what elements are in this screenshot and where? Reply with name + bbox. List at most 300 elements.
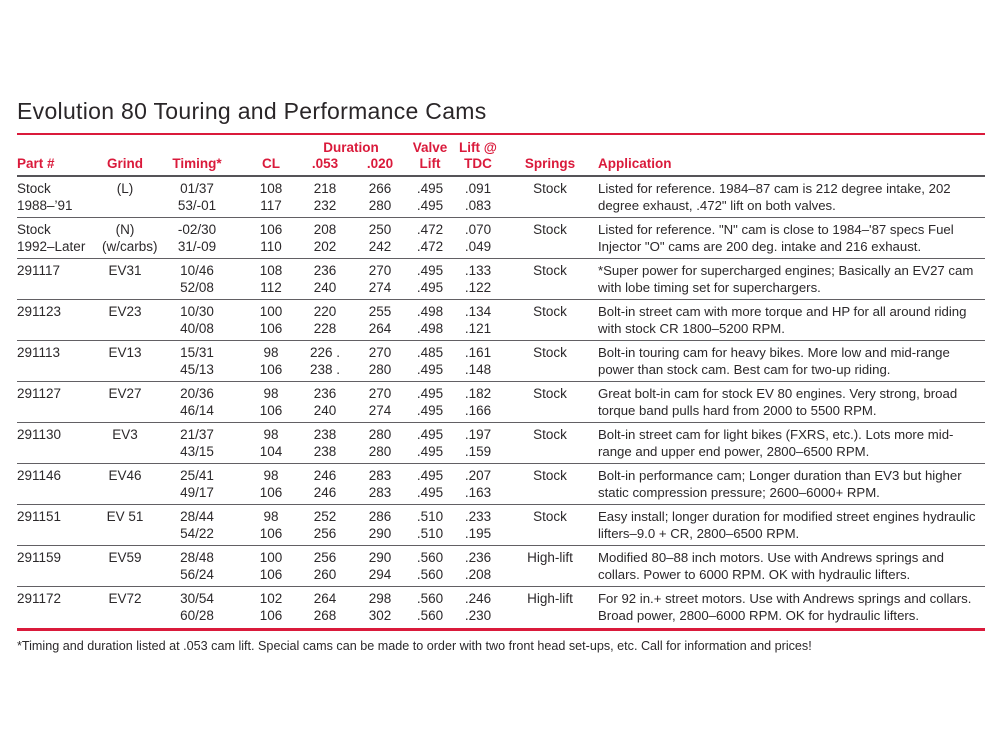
cell-line: Stock <box>533 304 567 319</box>
cell-timing <box>148 426 246 460</box>
cell-part <box>17 385 102 419</box>
cell-line: 280 <box>368 427 392 442</box>
cell-line: .133 <box>464 263 492 278</box>
cell-line: .472 <box>416 222 444 237</box>
page-title: Evolution 80 Touring and Performance Cams <box>17 98 487 124</box>
cell-springs <box>502 262 598 296</box>
cell-line: 280 <box>368 198 392 213</box>
cell-line: 291117 <box>17 263 61 278</box>
cell-line: 236 <box>313 386 337 401</box>
cell-line: 28/44 <box>180 509 214 524</box>
cell-cl <box>246 385 296 419</box>
cell-tdc <box>454 590 502 624</box>
cell-valve <box>406 549 454 583</box>
cell-part <box>17 180 102 214</box>
cell-line: .495 <box>416 485 444 500</box>
cell-springs <box>502 344 598 378</box>
cell-line: 283 <box>368 468 392 483</box>
cell-line: .560 <box>416 608 444 623</box>
cell-d020 <box>354 590 406 624</box>
cell-line: 298 <box>368 591 392 606</box>
cell-line: .495 <box>416 468 444 483</box>
cell-line: 98 <box>263 509 279 524</box>
cell-line: EV23 <box>108 304 142 319</box>
cell-line: 49/17 <box>180 485 214 500</box>
cell-valve <box>406 590 454 624</box>
cell-line: 53/-01 <box>177 198 217 213</box>
table-row <box>17 464 985 505</box>
cell-line: 260 <box>313 567 337 582</box>
cell-line: .498 <box>416 304 444 319</box>
table-row <box>17 259 985 300</box>
cell-d053 <box>296 426 354 460</box>
cell-timing <box>148 344 246 378</box>
cell-line: 246 <box>313 468 337 483</box>
cell-d053 <box>296 221 354 255</box>
cell-line: 108 <box>259 181 283 196</box>
cell-tdc <box>454 180 502 214</box>
cell-line: 291127 <box>17 386 62 401</box>
cell-line: .230 <box>464 608 492 623</box>
cell-line: 240 <box>313 280 337 295</box>
cell-line: (w/carbs) <box>102 239 158 254</box>
cell-line: EV72 <box>108 591 142 606</box>
cell-line: .560 <box>416 591 444 606</box>
cell-line: .495 <box>416 444 444 459</box>
cell-line: .161 <box>464 345 492 360</box>
cell-line: Stock <box>533 427 567 442</box>
cell-application: Great bolt-in cam for stock EV 80 engines. Very strong, broad torque band pulls hard from 2000 to 5500 RPM. <box>598 386 958 418</box>
cell-timing <box>148 508 246 542</box>
cell-part <box>17 303 102 337</box>
cell-valve <box>406 221 454 255</box>
cell-line: 220 <box>313 304 337 319</box>
cell-line: .495 <box>416 362 444 377</box>
cell-line: 291159 <box>17 550 62 565</box>
cell-d020 <box>354 508 406 542</box>
cell-tdc <box>454 221 502 255</box>
cell-line: EV13 <box>108 345 142 360</box>
cell-d053 <box>296 549 354 583</box>
cell-valve <box>406 180 454 214</box>
cell-line: (N) <box>115 222 135 237</box>
cell-line: .495 <box>416 198 444 213</box>
cell-line: .182 <box>464 386 492 401</box>
cell-grind <box>102 426 148 460</box>
cell-line: 28/48 <box>180 550 214 565</box>
cell-line: 252 <box>313 509 337 524</box>
col-header-dur-020: .020 <box>366 156 394 171</box>
cell-line: .560 <box>416 550 444 565</box>
cell-tdc <box>454 508 502 542</box>
table-row <box>17 505 985 546</box>
table-row <box>17 177 985 218</box>
cell-springs <box>502 221 598 255</box>
table-row <box>17 341 985 382</box>
cell-line: 106 <box>259 567 283 582</box>
cell-line: 274 <box>368 403 392 418</box>
cell-line: 268 <box>313 608 337 623</box>
cell-cl <box>246 180 296 214</box>
cell-part <box>17 221 102 255</box>
cell-d020 <box>354 549 406 583</box>
cell-line: .510 <box>416 526 444 541</box>
cell-springs <box>502 385 598 419</box>
cell-line: 208 <box>313 222 337 237</box>
cell-line: 280 <box>368 362 392 377</box>
page-content <box>17 97 985 654</box>
cell-line: .560 <box>416 567 444 582</box>
cell-cl <box>246 221 296 255</box>
cell-line: Stock <box>533 468 567 483</box>
cell-application: Bolt-in touring cam for heavy bikes. More low and mid-range power than stock cam. Best cam for two-up riding. <box>598 345 950 377</box>
cell-line: 240 <box>313 403 337 418</box>
cell-line: 110 <box>260 239 282 254</box>
cell-line: 302 <box>368 608 392 623</box>
cell-line: .485 <box>416 345 444 360</box>
cell-timing <box>148 262 246 296</box>
cell-line: 100 <box>259 550 283 565</box>
cell-valve <box>406 262 454 296</box>
cell-line: 1988–’91 <box>17 198 73 213</box>
cell-line: .083 <box>464 198 492 213</box>
cell-application: Listed for reference. 1984–87 cam is 212 degree intake, 202 degree exhaust, .472" lift on both valves. <box>598 181 951 213</box>
cell-application: For 92 in.+ street motors. Use with Andrews springs and collars. Broad power, 2800–6000 RPM. OK for hydraulic lifters. <box>598 591 972 623</box>
cell-tdc <box>454 426 502 460</box>
col-header-dur-053: .053 <box>311 156 339 171</box>
cell-cl <box>246 467 296 501</box>
cell-valve <box>406 467 454 501</box>
cell-line: High-lift <box>527 550 573 565</box>
cell-application: Bolt-in street cam with more torque and HP for all around riding with stock CR 1800–5200 RPM. <box>598 304 967 336</box>
cell-d020 <box>354 262 406 296</box>
cell-d053 <box>296 467 354 501</box>
cell-valve <box>406 385 454 419</box>
cell-line: 291113 <box>17 345 61 360</box>
cell-line: 270 <box>368 263 392 278</box>
cell-timing <box>148 385 246 419</box>
cell-line: Stock <box>533 345 567 360</box>
footnote: *Timing and duration listed at .053 cam lift. Special cams can be made to order with two front head set-ups, etc. Call for information and prices! <box>17 639 812 653</box>
cell-valve <box>406 426 454 460</box>
cell-springs <box>502 467 598 501</box>
cell-timing <box>148 549 246 583</box>
table-header-row <box>17 140 985 177</box>
cell-line: 202 <box>313 239 337 254</box>
cell-line: EV59 <box>108 550 142 565</box>
cell-timing <box>148 221 246 255</box>
cell-line: 266 <box>368 181 392 196</box>
cell-grind <box>102 467 148 501</box>
cell-d053 <box>296 180 354 214</box>
cell-line: Stock <box>17 222 51 237</box>
cell-line: 294 <box>368 567 392 582</box>
cell-line: .246 <box>464 591 492 606</box>
cell-line: 102 <box>259 591 283 606</box>
cell-line: 291130 <box>17 427 62 442</box>
cell-line: 218 <box>313 181 337 196</box>
cell-part <box>17 590 102 624</box>
cell-line: 100 <box>259 304 283 319</box>
cell-valve <box>406 303 454 337</box>
cell-line: 106 <box>259 403 283 418</box>
col-header-valve-lift: Lift <box>419 156 441 171</box>
cell-line: .510 <box>416 509 444 524</box>
cell-line: 112 <box>260 280 282 295</box>
cell-tdc <box>454 385 502 419</box>
cell-line: 250 <box>368 222 392 237</box>
cell-line: EV46 <box>108 468 142 483</box>
cell-line: 106 <box>259 362 283 377</box>
cell-line: .148 <box>464 362 492 377</box>
cell-line: 98 <box>263 468 279 483</box>
cell-line: .122 <box>464 280 492 295</box>
cell-valve <box>406 508 454 542</box>
cell-cl <box>246 344 296 378</box>
cell-timing <box>148 590 246 624</box>
cell-line: Stock <box>533 509 567 524</box>
cell-application: Modified 80–88 inch motors. Use with Andrews springs and collars. Power to 6000 RPM. OK with hydraulic lifters. <box>598 550 944 582</box>
cell-line: 236 <box>313 263 337 278</box>
col-header-timing: Timing* <box>172 156 222 171</box>
cell-line: 290 <box>368 526 392 541</box>
cell-timing <box>148 180 246 214</box>
cell-d020 <box>354 221 406 255</box>
cell-grind <box>102 344 148 378</box>
cell-line: 242 <box>368 239 392 254</box>
cell-line: 20/36 <box>180 386 214 401</box>
cell-line: EV3 <box>112 427 138 442</box>
cell-d020 <box>354 344 406 378</box>
cell-line: Stock <box>533 181 567 196</box>
col-header-application: Application <box>598 156 672 171</box>
cell-line: -02/30 <box>177 222 217 237</box>
cell-line: Stock <box>533 222 567 237</box>
cell-line: 10/30 <box>180 304 214 319</box>
cell-part <box>17 344 102 378</box>
cell-line: .236 <box>464 550 492 565</box>
cell-springs <box>502 549 598 583</box>
cell-line: EV 51 <box>106 509 144 524</box>
cell-grind <box>102 508 148 542</box>
table-row <box>17 423 985 464</box>
cell-line: 56/24 <box>180 567 214 582</box>
cell-line: .197 <box>464 427 492 442</box>
cell-line: 10/46 <box>180 263 214 278</box>
cell-line: .159 <box>464 444 492 459</box>
cell-d053 <box>296 508 354 542</box>
cell-line: 286 <box>368 509 392 524</box>
cell-d020 <box>354 303 406 337</box>
col-header-duration: Duration <box>323 140 379 155</box>
cell-line: 291151 <box>17 509 62 524</box>
cell-springs <box>502 180 598 214</box>
cell-line: .233 <box>464 509 492 524</box>
cell-grind <box>102 303 148 337</box>
cell-line: 108 <box>259 263 283 278</box>
cell-line: 255 <box>368 304 392 319</box>
cell-line: 52/08 <box>180 280 214 295</box>
cell-line: 106 <box>259 321 283 336</box>
cell-line: 228 <box>313 321 337 336</box>
cell-line: EV27 <box>108 386 142 401</box>
cell-line: 40/08 <box>180 321 214 336</box>
cell-grind <box>102 180 148 214</box>
cell-d053 <box>296 262 354 296</box>
cell-line: 15/31 <box>180 345 214 360</box>
cell-line: .091 <box>464 181 492 196</box>
cell-line: .049 <box>464 239 492 254</box>
col-header-grind: Grind <box>107 156 143 171</box>
cell-line: 104 <box>259 444 283 459</box>
cell-application: Easy install; longer duration for modified street engines hydraulic lifters–9.0 + CR, 2800–6500 RPM. <box>598 509 976 541</box>
cell-line: .121 <box>464 321 492 336</box>
cell-line: .495 <box>416 386 444 401</box>
cell-line: 280 <box>368 444 392 459</box>
cell-line: 98 <box>263 427 279 442</box>
cell-line: 283 <box>368 485 392 500</box>
table-body <box>17 177 985 627</box>
cell-line: .208 <box>464 567 492 582</box>
cell-line: 106 <box>259 526 283 541</box>
cell-line: .495 <box>416 181 444 196</box>
cell-valve <box>406 344 454 378</box>
cell-line: .495 <box>416 427 444 442</box>
cell-cl <box>246 508 296 542</box>
table-row <box>17 382 985 423</box>
cell-line: 43/15 <box>180 444 214 459</box>
cell-d020 <box>354 180 406 214</box>
col-header-tdc: TDC <box>464 156 492 171</box>
cell-grind <box>102 590 148 624</box>
cell-d053 <box>296 344 354 378</box>
cell-line: Stock <box>533 386 567 401</box>
cell-line: .166 <box>464 403 492 418</box>
cell-application: Listed for reference. "N" cam is close to 1984–'87 specs Fuel Injector "O" cams are 200 deg. intake and 216 exhaust. <box>598 222 954 254</box>
cell-line: 290 <box>368 550 392 565</box>
table-row <box>17 587 985 627</box>
cell-line: .495 <box>416 263 444 278</box>
cell-line: .495 <box>416 403 444 418</box>
cell-line: 264 <box>368 321 392 336</box>
cell-part <box>17 508 102 542</box>
cell-springs <box>502 303 598 337</box>
cell-line: 232 <box>313 198 337 213</box>
col-header-valve: Valve <box>412 140 448 155</box>
cell-line: .472 <box>416 239 444 254</box>
cell-cl <box>246 590 296 624</box>
cell-tdc <box>454 303 502 337</box>
cell-line: 264 <box>313 591 337 606</box>
cell-line: 25/41 <box>180 468 214 483</box>
cell-part <box>17 262 102 296</box>
cell-line: .498 <box>416 321 444 336</box>
cell-d053 <box>296 385 354 419</box>
cell-line: 291123 <box>17 304 62 319</box>
cell-line: 256 <box>313 526 337 541</box>
cell-cl <box>246 262 296 296</box>
cell-line: 1992–Later <box>17 239 86 254</box>
cell-line: 246 <box>313 485 337 500</box>
cell-springs <box>502 508 598 542</box>
cell-line: 256 <box>313 550 337 565</box>
cell-line: 291146 <box>17 468 62 483</box>
cell-line: .134 <box>464 304 492 319</box>
cell-d020 <box>354 467 406 501</box>
cell-line: .163 <box>464 485 492 500</box>
cell-line: 117 <box>260 198 282 213</box>
cell-line: .207 <box>464 468 492 483</box>
cell-tdc <box>454 344 502 378</box>
cell-line: 30/54 <box>180 591 214 606</box>
cell-line: 274 <box>368 280 392 295</box>
cell-line: 106 <box>259 608 283 623</box>
cell-springs <box>502 426 598 460</box>
col-header-cl: CL <box>262 156 280 171</box>
col-header-lift-at: Lift @ <box>459 140 497 155</box>
cell-springs <box>502 590 598 624</box>
cell-d053 <box>296 303 354 337</box>
cell-application: Bolt-in street cam for light bikes (FXRS, etc.). Lots more mid-range and upper end power, 2800–6500 RPM. <box>598 427 954 459</box>
cell-line: 270 <box>368 345 392 360</box>
table-bottom-divider <box>17 628 985 631</box>
table-row <box>17 546 985 587</box>
cell-line: .495 <box>416 280 444 295</box>
cell-line: 45/13 <box>180 362 214 377</box>
cell-line: 21/37 <box>180 427 214 442</box>
cell-line: 106 <box>259 222 283 237</box>
cell-part <box>17 549 102 583</box>
table-row <box>17 218 985 259</box>
cell-line: 270 <box>368 386 392 401</box>
cell-cl <box>246 549 296 583</box>
cell-line: Stock <box>17 181 51 196</box>
cell-application: Bolt-in performance cam; Longer duration than EV3 but higher static compression pressure; 2600–6000+ RPM. <box>598 468 962 500</box>
cell-line: 106 <box>259 485 283 500</box>
cell-tdc <box>454 262 502 296</box>
cell-line: Stock <box>533 263 567 278</box>
cell-line: 226 . <box>309 345 341 360</box>
title-divider <box>17 133 985 135</box>
cell-line: 238 . <box>309 362 341 377</box>
cell-line: 60/28 <box>180 608 214 623</box>
cell-grind <box>102 549 148 583</box>
cell-line: High-lift <box>527 591 573 606</box>
cell-cl <box>246 426 296 460</box>
col-header-springs: Springs <box>524 156 576 171</box>
cell-grind <box>102 262 148 296</box>
cell-part <box>17 426 102 460</box>
table-row <box>17 300 985 341</box>
cell-d053 <box>296 590 354 624</box>
cell-grind <box>102 221 158 255</box>
cell-line: 238 <box>313 427 337 442</box>
cell-grind <box>102 385 148 419</box>
cell-line: EV31 <box>108 263 142 278</box>
cell-line: 54/22 <box>180 526 214 541</box>
cell-d020 <box>354 385 406 419</box>
cell-line: 98 <box>263 345 279 360</box>
cell-line: 98 <box>263 386 279 401</box>
cell-line: 31/-09 <box>177 239 217 254</box>
cell-line: 46/14 <box>180 403 214 418</box>
cell-cl <box>246 303 296 337</box>
cell-line: (L) <box>116 181 134 196</box>
cell-d020 <box>354 426 406 460</box>
cell-line: .195 <box>464 526 492 541</box>
cell-line: .070 <box>464 222 492 237</box>
cell-tdc <box>454 467 502 501</box>
